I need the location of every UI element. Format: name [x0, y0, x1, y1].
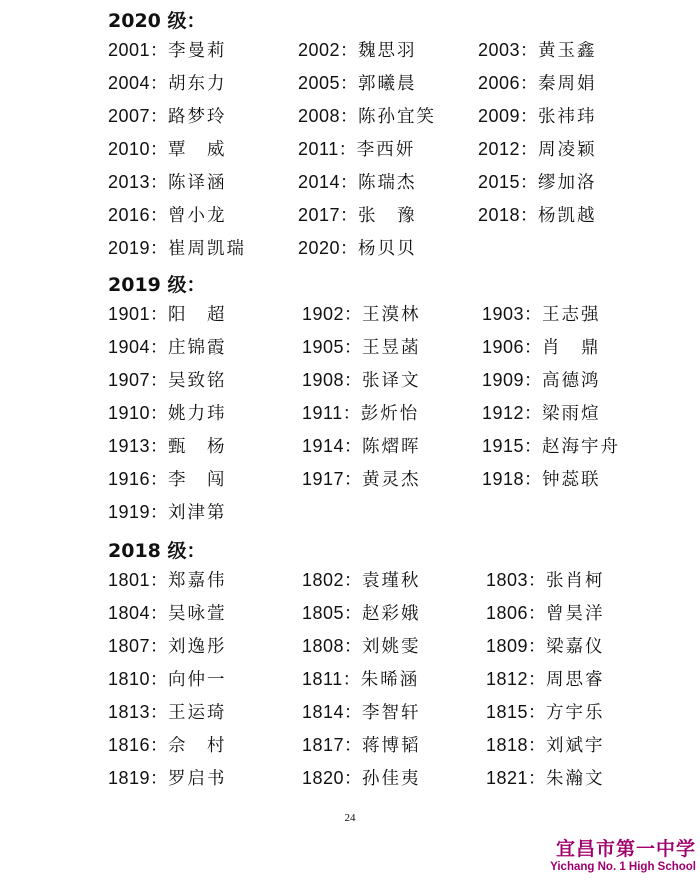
student-entry — [108, 466, 227, 491]
student-entry — [108, 633, 227, 658]
student-number: 1806 — [486, 603, 529, 623]
student-entry — [302, 334, 421, 359]
student-number: 1817 — [302, 735, 345, 755]
separator: ： — [150, 703, 169, 723]
separator: ： — [150, 437, 169, 457]
student-entry — [482, 367, 601, 392]
student-entry — [478, 103, 597, 128]
student-name: 佘 村 — [168, 736, 227, 756]
separator: ： — [340, 173, 359, 193]
student-number: 1919 — [108, 502, 151, 522]
student-entry — [482, 301, 601, 326]
student-number: 1903 — [482, 304, 525, 324]
student-entry — [302, 301, 421, 326]
separator: ： — [344, 470, 363, 490]
student-entry — [482, 334, 601, 359]
student-number: 1909 — [482, 370, 525, 390]
student-name: 庄锦霞 — [168, 338, 227, 358]
page-number: 24 — [344, 812, 356, 824]
student-name: 王运琦 — [168, 703, 227, 723]
separator: ： — [344, 305, 363, 325]
separator: ： — [150, 571, 169, 591]
student-name: 李西妍 — [356, 140, 416, 160]
student-row — [0, 103, 700, 136]
separator: ： — [150, 305, 169, 325]
student-name: 秦周娟 — [538, 74, 597, 94]
separator: ： — [150, 670, 169, 690]
student-number: 2003 — [478, 40, 521, 60]
logo-text-en: Yichang No. 1 High School — [550, 861, 696, 873]
student-name: 梁雨煊 — [542, 404, 601, 424]
student-entry — [482, 433, 620, 458]
student-entry — [108, 367, 227, 392]
student-entry — [478, 70, 597, 95]
separator: ： — [528, 604, 547, 624]
student-name: 阳 超 — [168, 305, 227, 325]
student-number: 2010 — [108, 139, 151, 159]
separator: ： — [520, 173, 539, 193]
separator: ： — [150, 769, 169, 789]
student-name: 胡东力 — [168, 74, 227, 94]
student-name: 曾昊洋 — [546, 604, 605, 624]
student-number: 1805 — [302, 603, 345, 623]
separator: ： — [520, 206, 539, 226]
student-name: 张 豫 — [358, 206, 417, 226]
student-number: 1914 — [302, 436, 345, 456]
separator: ： — [150, 736, 169, 756]
student-entry — [108, 567, 227, 592]
student-row — [0, 765, 700, 798]
student-name: 肖 鼎 — [542, 338, 601, 358]
student-entry — [108, 301, 227, 326]
student-number: 1818 — [486, 735, 529, 755]
separator: ： — [344, 371, 363, 391]
student-number: 1804 — [108, 603, 151, 623]
student-entry — [486, 699, 605, 724]
student-entry — [302, 765, 421, 790]
student-entry — [298, 70, 417, 95]
student-number: 1808 — [302, 636, 345, 656]
student-entry — [486, 666, 605, 691]
student-name: 朱瀚文 — [546, 769, 605, 789]
student-number: 1901 — [108, 304, 151, 324]
student-name: 刘逸彤 — [168, 637, 227, 657]
student-name: 郑嘉伟 — [168, 571, 227, 591]
separator: ： — [528, 736, 547, 756]
student-name: 崔周凯瑞 — [168, 239, 247, 259]
student-entry — [108, 732, 227, 757]
student-entry — [108, 433, 227, 458]
student-entry — [298, 37, 417, 62]
student-number: 2007 — [108, 106, 151, 126]
student-entry — [302, 699, 421, 724]
student-name: 姚力玮 — [168, 404, 227, 424]
student-entry — [486, 732, 605, 757]
student-name: 张肖柯 — [546, 571, 605, 591]
student-row — [0, 70, 700, 103]
student-number: 1904 — [108, 337, 151, 357]
student-name: 陈译涵 — [168, 173, 227, 193]
student-number: 1910 — [108, 403, 151, 423]
separator: ： — [344, 437, 363, 457]
student-entry — [486, 600, 605, 625]
student-name: 李智轩 — [362, 703, 421, 723]
student-number: 1911 — [302, 403, 343, 423]
separator: ： — [344, 736, 363, 756]
separator: ： — [150, 503, 169, 523]
student-entry — [108, 400, 227, 425]
student-number: 2004 — [108, 73, 151, 93]
student-entry — [298, 235, 417, 260]
student-name: 方宇乐 — [546, 703, 605, 723]
separator: ： — [150, 74, 169, 94]
student-row — [0, 666, 700, 699]
student-row — [0, 136, 700, 169]
student-name: 孙佳夷 — [362, 769, 421, 789]
student-name: 陈孙宜笑 — [358, 107, 437, 127]
student-entry — [486, 567, 605, 592]
student-name: 刘姚雯 — [362, 637, 421, 657]
separator: ： — [344, 604, 363, 624]
student-row — [0, 235, 700, 268]
separator: ： — [150, 637, 169, 657]
student-row — [0, 567, 700, 600]
separator: ： — [340, 239, 359, 259]
student-number: 2002 — [298, 40, 341, 60]
student-name: 周思睿 — [546, 670, 605, 690]
separator: ： — [524, 305, 543, 325]
student-number: 1913 — [108, 436, 151, 456]
separator: ： — [524, 404, 543, 424]
student-number: 2019 — [108, 238, 151, 258]
student-entry — [108, 70, 227, 95]
student-row — [0, 633, 700, 666]
separator: ： — [528, 571, 547, 591]
student-row — [0, 466, 700, 499]
student-row — [0, 499, 700, 532]
student-name: 曾小龙 — [168, 206, 227, 226]
student-number: 1814 — [302, 702, 345, 722]
separator: ： — [524, 338, 543, 358]
student-number: 2014 — [298, 172, 341, 192]
student-name: 彭炘怡 — [360, 404, 420, 424]
separator: ： — [344, 637, 363, 657]
student-name: 赵彩娥 — [362, 604, 421, 624]
student-row — [0, 202, 700, 235]
student-number: 2008 — [298, 106, 341, 126]
student-name: 刘津第 — [168, 503, 227, 523]
student-entry — [108, 600, 227, 625]
student-entry — [478, 37, 597, 62]
student-entry — [482, 466, 601, 491]
student-name: 陈瑞杰 — [358, 173, 417, 193]
separator: ： — [344, 703, 363, 723]
student-name: 吴致铭 — [168, 371, 227, 391]
student-number: 1803 — [486, 570, 529, 590]
student-entry — [486, 765, 605, 790]
student-name: 郭曦晨 — [358, 74, 417, 94]
student-name: 缪加洛 — [538, 173, 597, 193]
separator: ： — [150, 173, 169, 193]
separator: ： — [342, 670, 361, 690]
student-row — [0, 301, 700, 334]
separator: ： — [528, 670, 547, 690]
student-entry — [108, 334, 227, 359]
student-entry — [108, 37, 227, 62]
student-entry — [298, 136, 415, 161]
student-name: 梁嘉仪 — [546, 637, 605, 657]
student-row — [0, 732, 700, 765]
separator: ： — [528, 703, 547, 723]
student-number: 1821 — [486, 768, 529, 788]
separator: ： — [524, 437, 543, 457]
student-number: 2013 — [108, 172, 151, 192]
student-number: 2001 — [108, 40, 151, 60]
student-entry — [302, 666, 419, 691]
section-title: 2019 级： — [108, 274, 206, 296]
student-number: 2015 — [478, 172, 521, 192]
student-number: 1905 — [302, 337, 345, 357]
student-entry — [302, 600, 421, 625]
logo-text-cn: 宜昌市第一中学 — [555, 838, 696, 860]
student-number: 1902 — [302, 304, 345, 324]
student-entry — [302, 633, 421, 658]
student-name: 杨贝贝 — [358, 239, 417, 259]
student-number: 2020 — [298, 238, 341, 258]
student-number: 2006 — [478, 73, 521, 93]
student-row — [0, 699, 700, 732]
student-name: 覃 威 — [168, 140, 227, 160]
student-row — [0, 367, 700, 400]
student-name: 钟蕊联 — [542, 470, 601, 490]
separator: ： — [528, 637, 547, 657]
student-name: 李曼莉 — [168, 41, 227, 61]
student-name: 罗启书 — [168, 769, 227, 789]
student-entry — [302, 732, 421, 757]
student-number: 1907 — [108, 370, 151, 390]
student-row — [0, 334, 700, 367]
student-number: 1810 — [108, 669, 151, 689]
student-number: 1908 — [302, 370, 345, 390]
student-entry — [108, 499, 227, 524]
separator: ： — [150, 239, 169, 259]
separator: ： — [338, 140, 357, 160]
student-entry — [108, 765, 227, 790]
student-name: 刘斌宇 — [546, 736, 605, 756]
student-entry — [108, 136, 227, 161]
student-entry — [108, 103, 227, 128]
student-number: 2018 — [478, 205, 521, 225]
separator: ： — [342, 404, 361, 424]
student-number: 1801 — [108, 570, 151, 590]
separator: ： — [520, 41, 539, 61]
student-name: 张译文 — [362, 371, 421, 391]
student-name: 李 闯 — [168, 470, 227, 490]
separator: ： — [340, 41, 359, 61]
separator: ： — [150, 206, 169, 226]
student-name: 杨凯越 — [538, 206, 597, 226]
student-number: 1819 — [108, 768, 151, 788]
student-entry — [108, 235, 246, 260]
separator: ： — [150, 604, 169, 624]
student-number: 1815 — [486, 702, 529, 722]
student-number: 1809 — [486, 636, 529, 656]
separator: ： — [150, 404, 169, 424]
student-name: 赵海宇舟 — [542, 437, 621, 457]
school-logo — [550, 838, 696, 874]
separator: ： — [340, 206, 359, 226]
separator: ： — [150, 338, 169, 358]
student-number: 2012 — [478, 139, 521, 159]
student-name: 魏思羽 — [358, 41, 417, 61]
student-name: 朱晞涵 — [360, 670, 420, 690]
student-entry — [478, 136, 597, 161]
student-name: 陈熠晖 — [362, 437, 421, 457]
student-name: 王漠林 — [362, 305, 421, 325]
student-name: 袁瑾秋 — [362, 571, 421, 591]
student-name: 王昱菡 — [362, 338, 421, 358]
separator: ： — [340, 107, 359, 127]
student-entry — [302, 367, 421, 392]
student-number: 1807 — [108, 636, 151, 656]
student-entry — [108, 666, 227, 691]
student-entry — [478, 169, 597, 194]
separator: ： — [340, 74, 359, 94]
separator: ： — [344, 338, 363, 358]
student-entry — [302, 433, 421, 458]
student-name: 高德鸿 — [542, 371, 601, 391]
student-entry — [298, 202, 417, 227]
student-number: 1812 — [486, 669, 529, 689]
student-number: 1811 — [302, 669, 343, 689]
student-entry — [108, 699, 227, 724]
separator: ： — [150, 140, 169, 160]
separator: ： — [524, 371, 543, 391]
student-name: 向仲一 — [168, 670, 227, 690]
student-name: 吴咏萱 — [168, 604, 227, 624]
separator: ： — [344, 769, 363, 789]
section-title: 2018 级： — [108, 540, 206, 562]
student-name: 蒋博韬 — [362, 736, 421, 756]
student-number: 2011 — [298, 139, 339, 159]
student-number: 1915 — [482, 436, 525, 456]
separator: ： — [150, 371, 169, 391]
student-name: 黄玉鑫 — [538, 41, 597, 61]
student-row — [0, 600, 700, 633]
separator: ： — [150, 41, 169, 61]
student-name: 王志强 — [542, 305, 601, 325]
student-number: 2016 — [108, 205, 151, 225]
student-row — [0, 433, 700, 466]
student-number: 1912 — [482, 403, 525, 423]
student-name: 路梦玲 — [168, 107, 227, 127]
student-number: 1918 — [482, 469, 525, 489]
student-number: 2009 — [478, 106, 521, 126]
student-number: 1820 — [302, 768, 345, 788]
separator: ： — [520, 107, 539, 127]
student-entry — [108, 169, 227, 194]
student-entry — [302, 400, 419, 425]
student-number: 2017 — [298, 205, 341, 225]
student-name: 黄灵杰 — [362, 470, 421, 490]
student-entry — [108, 202, 227, 227]
separator: ： — [524, 470, 543, 490]
student-entry — [478, 202, 597, 227]
separator: ： — [150, 470, 169, 490]
separator: ： — [344, 571, 363, 591]
student-entry — [486, 633, 605, 658]
student-entry — [298, 103, 436, 128]
section-title: 2020 级： — [108, 10, 206, 32]
student-name: 甄 杨 — [168, 437, 227, 457]
student-entry — [302, 567, 421, 592]
student-name: 张祎玮 — [538, 107, 597, 127]
student-entry — [302, 466, 421, 491]
student-row — [0, 37, 700, 70]
separator: ： — [520, 140, 539, 160]
student-name: 周凌颖 — [538, 140, 597, 160]
student-number: 1816 — [108, 735, 151, 755]
student-number: 2005 — [298, 73, 341, 93]
student-entry — [482, 400, 601, 425]
separator: ： — [150, 107, 169, 127]
separator: ： — [528, 769, 547, 789]
student-number: 1917 — [302, 469, 345, 489]
student-number: 1802 — [302, 570, 345, 590]
student-number: 1906 — [482, 337, 525, 357]
student-row — [0, 400, 700, 433]
student-entry — [298, 169, 417, 194]
student-number: 1916 — [108, 469, 151, 489]
separator: ： — [520, 74, 539, 94]
student-row — [0, 169, 700, 202]
student-number: 1813 — [108, 702, 151, 722]
